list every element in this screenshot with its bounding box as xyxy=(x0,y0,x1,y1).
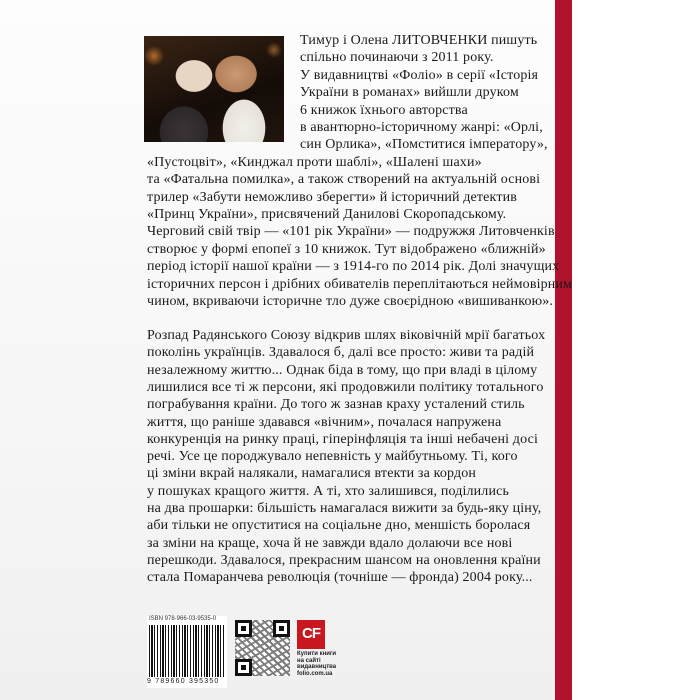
shop-line: видавництва xyxy=(297,664,337,670)
bio-line: У видавництві «Фоліо» в серії «Історія xyxy=(300,67,539,83)
summary-line: у пошуках кращого життя. А ті, хто залишився, поділились xyxy=(147,483,509,499)
summary-line: стала Помаранчева революція (точніше — фронда) 2004 року... xyxy=(147,570,533,586)
bio-line: Тимур і Олена ЛИТОВЧЕНКИ пишуть xyxy=(300,33,538,48)
summary-line: життя, що раніше здавався «вічним», почалася напружена xyxy=(147,414,502,430)
qr-code xyxy=(235,620,290,676)
summary-line: аби тільки не опуститися на соціальне дно, меншість боролася xyxy=(147,518,531,534)
summary-line: за зміни на краще, хоча й не завжди вдало долаючи все нові xyxy=(147,535,513,551)
summary-line: Розпад Радянського Союзу відкрив шлях віковічній мрії багатьох xyxy=(147,328,546,343)
shop-line: на сайті xyxy=(297,657,321,664)
bio-line: чином, вкриваючи історичне тло дуже своєрідною «вишиванкою». xyxy=(147,294,554,309)
background-margin xyxy=(572,0,700,700)
qr-finder xyxy=(235,659,252,676)
bio-line: в авантюрно-історичному жанрі: «Орлі, xyxy=(300,120,543,135)
shop-line: Купити книги xyxy=(297,651,337,657)
summary-line: пограбування країни. До того ж зазнав краху усталений стиль xyxy=(147,397,525,413)
isbn-text: ISBN 978-966-03-9535-0 xyxy=(149,616,217,622)
bio-line: України в романах» вийшли друком xyxy=(300,85,519,101)
red-spine-stripe xyxy=(555,0,572,700)
barcode-bars xyxy=(149,625,225,677)
summary-line: поколінь українців. Здавалося б, далі все просто: живи та радій xyxy=(147,345,535,361)
shop-url[interactable]: folio.com.ua xyxy=(297,670,333,677)
summary-line: конкуренція на ринку праці, гіперінфляція та інші небачені досі xyxy=(147,431,538,447)
shop-info xyxy=(297,651,336,677)
bio-line: «Пустоцвіт», «Кинджал проти шаблі», «Шалені шахи» xyxy=(147,154,482,170)
bio-line: Черговий свій твір — «101 рік України» — подружжя Литовченків xyxy=(147,224,555,240)
summary-line: ці зміни вкрай налякали, намагалися втекти за кордон xyxy=(147,466,477,482)
qr-finder xyxy=(235,620,252,637)
bio-line: створює у формі епопеї з 10 книжок. Тут відображено «ближній» xyxy=(147,241,546,257)
bio-line: період історії нашої країни — з 1914-го по 2014 рік. Долі значущих xyxy=(147,259,560,275)
bio-line: історичних персон і дрібних обивателів переплітаються неймовірним xyxy=(147,276,573,292)
bio-line: спільно починаючи з 2011 року. xyxy=(300,50,494,66)
bio-line: трилер «Забути неможливо зберегти» й історичний детектив xyxy=(147,189,517,205)
authors-photo xyxy=(144,36,284,142)
summary-line: на два прошарки: більшість намагалася вижити за будь-яку ціну, xyxy=(147,501,542,516)
bio-line: 6 книжок їхнього авторства xyxy=(300,102,468,118)
publisher-logo-text: CF xyxy=(302,625,320,642)
summary-line: перешкоди. Здавалося, прекрасним шансом на оновлення країни xyxy=(147,552,541,568)
summary-line: речі. Усе це породжувало непевність у майбутньому. Ті, кого xyxy=(147,449,518,465)
summary-line: незалежному життю... Однак біда в тому, що при владі в цілому xyxy=(147,362,538,378)
publisher-logo xyxy=(297,620,325,649)
summary-line: лишилися все ті ж персони, які продовжили політику тотального xyxy=(147,379,544,395)
bio-line: син Орлика», «Помститися імператору», xyxy=(300,137,548,153)
barcode-digits: 9 789660 395350 xyxy=(147,678,220,685)
bio-line: та «Фатальна помилка», а також створений на актуальній основі xyxy=(147,172,541,188)
qr-finder xyxy=(273,620,290,637)
bio-line: «Принц України», присвячений Данилові Скоропадському. xyxy=(147,207,507,222)
barcode xyxy=(147,616,227,688)
